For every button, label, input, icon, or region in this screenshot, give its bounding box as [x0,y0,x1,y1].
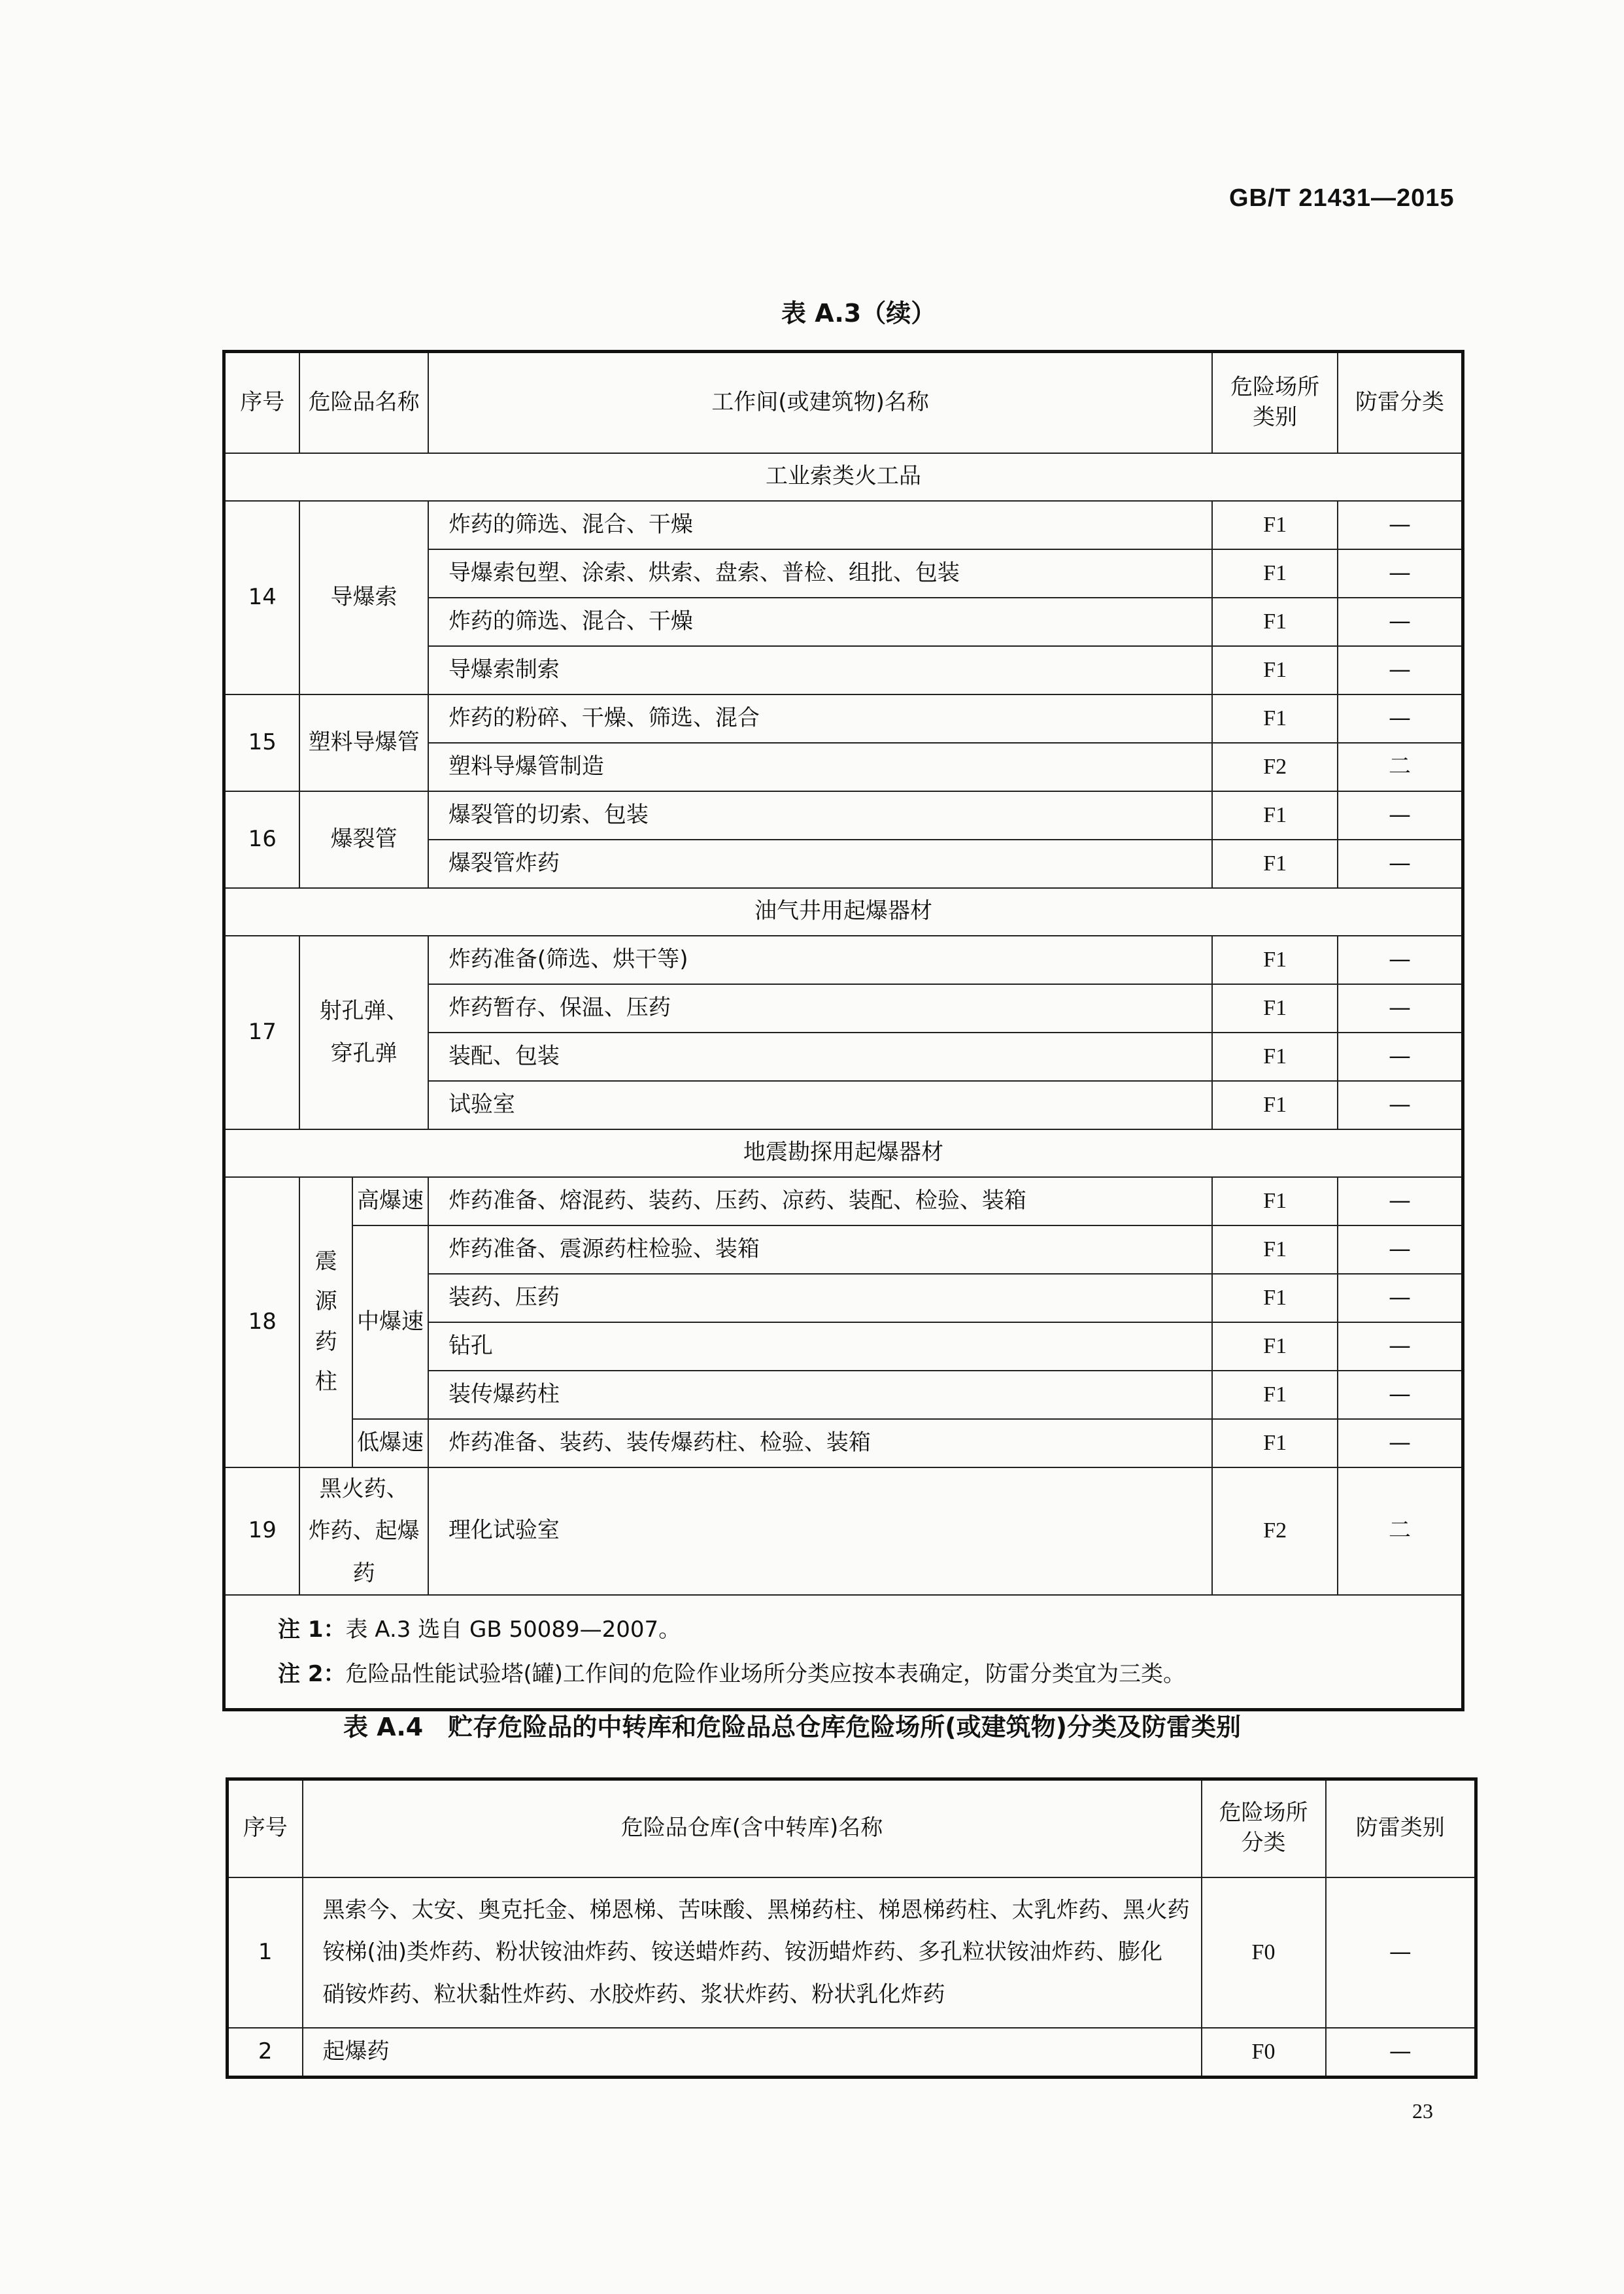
product-name-char: 震 [314,1248,337,1275]
table-row [224,1419,1463,1467]
workshop-cell: 炸药准备、震源药柱检验、装箱 [428,1225,1212,1274]
notes-cell [224,1595,1463,1710]
seq-cell: 15 [224,694,300,791]
table-row [228,1877,1476,2028]
table-header-row [224,352,1463,453]
class-cell: F1 [1212,1419,1338,1467]
warehouse-name-line: 黑索今、太安、奥克托金、梯恩梯、苦味酸、黑梯药柱、梯恩梯药柱、太乳炸药、黑火药 [322,1896,1190,1923]
lightning-cell: — [1338,984,1463,1033]
workshop-cell: 炸药准备、熔混药、装药、压药、凉药、装配、检验、装箱 [428,1177,1212,1225]
class-cell: F1 [1212,1081,1338,1129]
class-cell: F1 [1212,549,1338,598]
class-cell: F1 [1212,791,1338,840]
table-a4 [226,1777,1478,2079]
workshop-cell: 理化试验室 [428,1467,1212,1596]
workshop-cell: 炸药的筛选、混合、干燥 [428,598,1212,646]
seq-cell: 17 [224,936,300,1129]
section-row [224,1129,1463,1177]
table-row [228,2028,1476,2078]
workshop-cell: 爆裂管炸药 [428,840,1212,888]
col-header-class-line1: 危险场所 [1219,1800,1308,1826]
notes-row [224,1595,1463,1710]
note-label: 注 2： [278,1661,346,1688]
class-cell: F1 [1212,646,1338,694]
class-cell: F2 [1212,1467,1338,1596]
lightning-cell: — [1338,598,1463,646]
seq-cell: 16 [224,791,300,888]
lightning-cell: — [1338,694,1463,743]
seq-cell: 1 [228,1877,303,2028]
col-header-seq: 序号 [228,1779,303,1877]
seq-cell: 19 [224,1467,300,1596]
class-cell: F1 [1212,1033,1338,1081]
warehouse-name-cell [303,1877,1202,2028]
subtype-cell: 低爆速 [352,1419,428,1467]
seq-cell: 18 [224,1177,300,1467]
col-header-lightning: 防雷分类 [1338,352,1463,453]
workshop-cell: 塑料导爆管制造 [428,743,1212,791]
product-name-char: 柱 [314,1368,337,1395]
lightning-cell: — [1338,549,1463,598]
col-header-name: 危险品仓库(含中转库)名称 [303,1779,1202,1877]
workshop-cell: 试验室 [428,1081,1212,1129]
workshop-cell: 炸药准备(筛选、烘干等) [428,936,1212,984]
lightning-cell: — [1338,791,1463,840]
lightning-cell: — [1338,1371,1463,1419]
workshop-cell: 钻孔 [428,1322,1212,1371]
lightning-cell: 二 [1338,1467,1463,1596]
lightning-cell: — [1338,646,1463,694]
warehouse-name-cell: 起爆药 [303,2028,1202,2078]
section-title: 工业索类火工品 [224,453,1463,501]
product-name-cell [299,1467,428,1596]
table-a3 [222,350,1464,1711]
workshop-cell: 炸药的筛选、混合、干燥 [428,501,1212,549]
workshop-cell: 装配、包装 [428,1033,1212,1081]
lightning-cell: — [1338,1274,1463,1322]
product-name-line1: 黑火药、 [319,1475,409,1502]
class-cell: F1 [1212,1177,1338,1225]
class-cell: F1 [1212,1274,1338,1322]
col-header-class [1212,352,1338,453]
col-header-lightning: 防雷类别 [1326,1779,1476,1877]
lightning-cell: — [1338,1177,1463,1225]
note-text: 表 A.3 选自 GB 50089—2007。 [345,1617,681,1643]
class-cell: F0 [1202,2028,1326,2078]
class-cell: F1 [1212,840,1338,888]
table-row [224,1225,1463,1274]
table-a4-caption: 表 A.4 贮存危险品的中转库和危险品总仓库危险场所(或建筑物)分类及防雷类别 [343,1713,1241,1741]
class-cell: F1 [1212,936,1338,984]
note-label: 注 1： [278,1617,346,1643]
page-number: 23 [1412,2099,1433,2123]
product-name-cell: 导爆索 [299,501,428,694]
workshop-cell: 炸药准备、装药、装传爆药柱、检验、装箱 [428,1419,1212,1467]
note-2 [278,1652,1409,1696]
col-header-class-line2: 分类 [1241,1830,1286,1857]
class-cell: F1 [1212,1322,1338,1371]
workshop-cell: 装传爆药柱 [428,1371,1212,1419]
section-title: 油气井用起爆器材 [224,888,1463,936]
workshop-cell: 装药、压药 [428,1274,1212,1322]
lightning-cell: — [1338,1225,1463,1274]
col-header-class-line1: 危险场所 [1230,373,1320,400]
lightning-cell: 二 [1338,743,1463,791]
lightning-cell: — [1338,1322,1463,1371]
product-name-cell [299,936,428,1129]
class-cell: F1 [1212,501,1338,549]
subtype-cell: 高爆速 [352,1177,428,1225]
table-row [224,694,1463,743]
product-name-cell: 塑料导爆管 [299,694,428,791]
subtype-cell: 中爆速 [352,1225,428,1419]
class-cell: F1 [1212,1371,1338,1419]
class-cell: F1 [1212,598,1338,646]
table-a3-caption: 表 A.3（续） [781,299,936,328]
class-cell: F0 [1202,1877,1326,2028]
section-title: 地震勘探用起爆器材 [224,1129,1463,1177]
lightning-cell: — [1338,501,1463,549]
lightning-cell: — [1338,1033,1463,1081]
lightning-cell: — [1338,1081,1463,1129]
standard-code: GB/T 21431—2015 [1229,184,1455,212]
workshop-cell: 炸药的粉碎、干燥、筛选、混合 [428,694,1212,743]
product-name-char: 源 [314,1288,337,1315]
product-name-cell: 爆裂管 [299,791,428,888]
product-name-line2: 穿孔弹 [330,1040,398,1067]
warehouse-name-line: 铵梯(油)类炸药、粉状铵油炸药、铵送蜡炸药、铵沥蜡炸药、多孔粒状铵油炸药、膨化 [322,1939,1163,1966]
product-name-line2: 炸药、起爆药 [308,1518,420,1586]
col-header-class-line2: 类别 [1253,403,1298,430]
workshop-cell: 炸药暂存、保温、压药 [428,984,1212,1033]
col-header-name: 危险品名称 [299,352,428,453]
note-1 [278,1607,1409,1652]
workshop-cell: 爆裂管的切索、包装 [428,791,1212,840]
lightning-cell: — [1338,1419,1463,1467]
table-row [224,1467,1463,1596]
product-name-cell [299,1177,352,1467]
workshop-cell: 导爆索包塑、涂索、烘索、盘索、普检、组批、包装 [428,549,1212,598]
section-row [224,888,1463,936]
table-row [224,791,1463,840]
lightning-cell: — [1326,2028,1476,2078]
warehouse-name-line: 硝铵炸药、粒状黏性炸药、水胶炸药、浆状炸药、粉状乳化炸药 [322,1981,945,2008]
table-row [224,1177,1463,1225]
col-header-class [1202,1779,1326,1877]
workshop-cell: 导爆索制索 [428,646,1212,694]
table-row [224,501,1463,549]
lightning-cell: — [1338,840,1463,888]
table-header-row [228,1779,1476,1877]
seq-cell: 2 [228,2028,303,2078]
table-row [224,936,1463,984]
col-header-workshop: 工作间(或建筑物)名称 [428,352,1212,453]
col-header-seq: 序号 [224,352,300,453]
lightning-cell: — [1338,936,1463,984]
class-cell: F1 [1212,984,1338,1033]
class-cell: F1 [1212,694,1338,743]
class-cell: F2 [1212,743,1338,791]
class-cell: F1 [1212,1225,1338,1274]
note-text: 危险品性能试验塔(罐)工作间的危险作业场所分类应按本表确定，防雷分类宜为三类。 [345,1661,1186,1688]
product-name-line1: 射孔弹、 [319,997,409,1024]
seq-cell: 14 [224,501,300,694]
lightning-cell: — [1326,1877,1476,2028]
product-name-char: 药 [314,1328,337,1355]
section-row [224,453,1463,501]
